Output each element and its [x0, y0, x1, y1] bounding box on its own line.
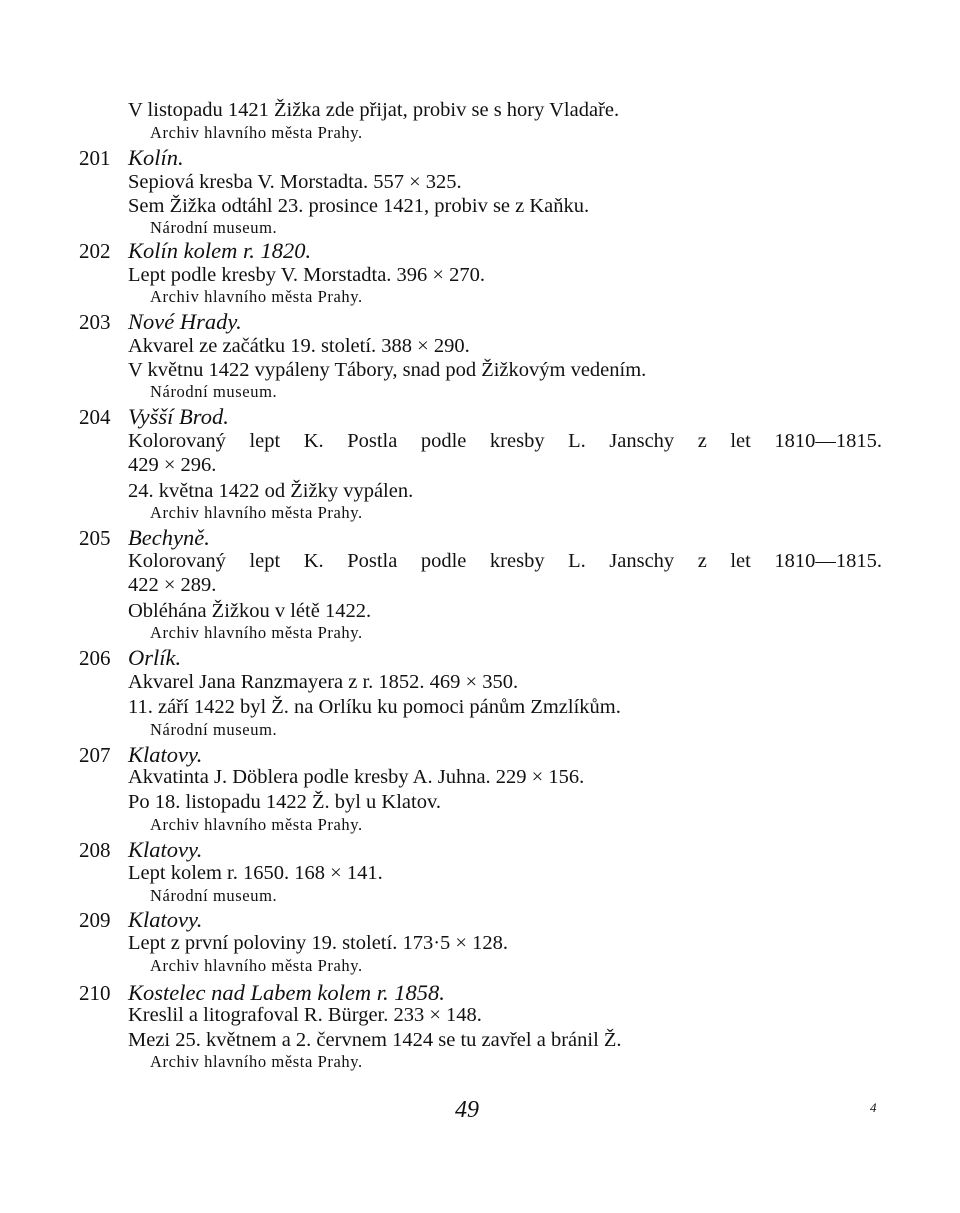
- entry-number: 206: [79, 646, 111, 670]
- entry-number: 201: [79, 146, 111, 170]
- entry-title: Klatovy.: [128, 837, 203, 862]
- entry-number: 207: [79, 743, 111, 767]
- entry-note: 11. září 1422 byl Ž. na Orlíku ku pomoci pánům Zmzlíkům.: [128, 696, 621, 718]
- entry-title: Kostelec nad Labem kolem r. 1858.: [128, 980, 445, 1005]
- entry-title: Kolín.: [128, 145, 184, 170]
- entry-description: Lept podle kresby V. Morstadta. 396 × 270.: [128, 264, 485, 286]
- page-number: 49: [455, 1097, 479, 1123]
- entry-description: Akvarel ze začátku 19. století. 388 × 290.: [128, 335, 470, 357]
- entry-number: 202: [79, 239, 111, 263]
- entry-note: Obléhána Žižkou v létě 1422.: [128, 600, 372, 622]
- entry-note: Mezi 25. květnem a 2. červnem 1424 se tu zavřel a bránil Ž.: [128, 1029, 622, 1051]
- entry-source: Archiv hlavního města Prahy.: [150, 503, 363, 522]
- entry-description: Lept z první poloviny 19. století. 173·5 × 128.: [128, 932, 508, 954]
- entry-description: Kolorovaný lept K. Postla podle kresby L. Janschy z let 1810—1815.: [128, 550, 882, 572]
- entry-source: Archiv hlavního města Prahy.: [150, 1052, 363, 1071]
- entry-note: Po 18. listopadu 1422 Ž. byl u Klatov.: [128, 791, 441, 813]
- entry-title: Vyšší Brod.: [128, 404, 229, 429]
- entry-source: Archiv hlavního města Prahy.: [150, 956, 363, 975]
- entry-title: Kolín kolem r. 1820.: [128, 238, 312, 263]
- entry-note: Sem Žižka odtáhl 23. prosince 1421, probiv se z Kaňku.: [128, 195, 590, 217]
- entry-title: Nové Hrady.: [128, 309, 242, 334]
- entry-note: 24. května 1422 od Žižky vypálen.: [128, 480, 414, 502]
- entry-dimensions: 429 × 296.: [128, 454, 217, 476]
- entry-number: 205: [79, 526, 111, 550]
- entry-description: Sepiová kresba V. Morstadta. 557 × 325.: [128, 171, 462, 193]
- entry-description: Akvarel Jana Ranzmayera z r. 1852. 469 × 350.: [128, 671, 519, 693]
- intro-source: Archiv hlavního města Prahy.: [150, 123, 363, 142]
- entry-number: 209: [79, 908, 111, 932]
- intro-text: V listopadu 1421 Žižka zde přijat, probiv se s hory Vladaře.: [128, 99, 620, 121]
- entry-source: Národní museum.: [150, 382, 278, 401]
- entry-number: 203: [79, 310, 111, 334]
- signature-mark: 4: [870, 1100, 877, 1115]
- entry-number: 204: [79, 405, 111, 429]
- entry-description: Kreslil a litografoval R. Bürger. 233 × 148.: [128, 1004, 482, 1026]
- entry-description: Kolorovaný lept K. Postla podle kresby L. Janschy z let 1810—1815.: [128, 430, 882, 452]
- entry-source: Archiv hlavního města Prahy.: [150, 623, 363, 642]
- entry-source: Archiv hlavního města Prahy.: [150, 287, 363, 306]
- entry-description: Lept kolem r. 1650. 168 × 141.: [128, 862, 383, 884]
- entry-source: Národní museum.: [150, 218, 278, 237]
- entry-title: Bechyně.: [128, 525, 210, 550]
- entry-title: Orlík.: [128, 645, 182, 670]
- entry-number: 208: [79, 838, 111, 862]
- entry-dimensions: 422 × 289.: [128, 574, 217, 596]
- entry-title: Klatovy.: [128, 907, 203, 932]
- entry-number: 210: [79, 981, 111, 1005]
- entry-source: Archiv hlavního města Prahy.: [150, 815, 363, 834]
- entry-source: Národní museum.: [150, 886, 278, 905]
- entry-description: Akvatinta J. Döblera podle kresby A. Juhna. 229 × 156.: [128, 766, 585, 788]
- entry-note: V květnu 1422 vypáleny Tábory, snad pod Žižkovým vedením.: [128, 359, 647, 381]
- entry-title: Klatovy.: [128, 742, 203, 767]
- entry-source: Národní museum.: [150, 720, 278, 739]
